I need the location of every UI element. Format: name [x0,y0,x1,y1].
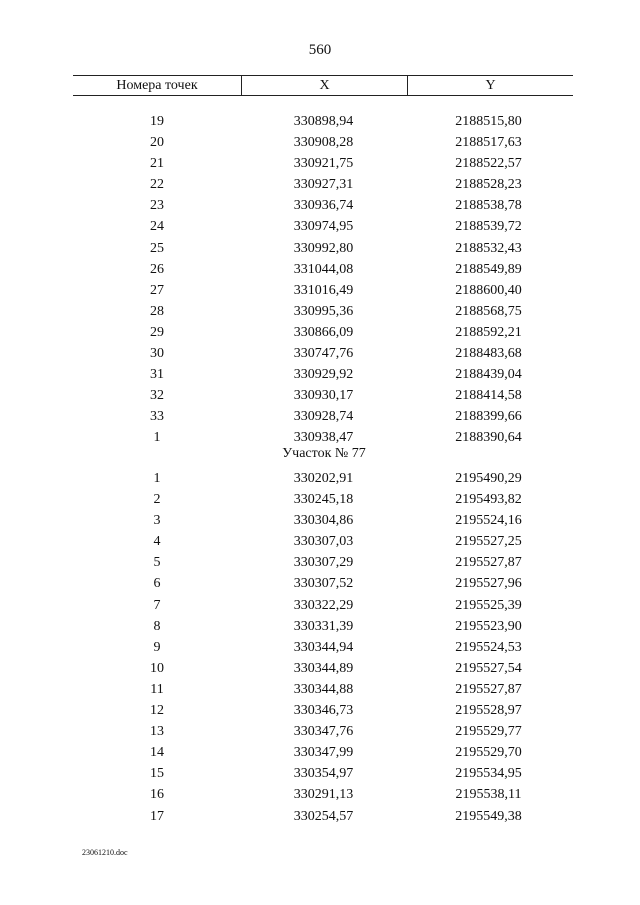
x-coordinate-cell: 330347,99 [293,745,354,761]
table-row [73,301,573,322]
y-coordinate-cell: 2195527,87 [455,681,522,697]
point-number-cell: 14 [150,745,164,761]
table-row [73,658,573,679]
point-number-cell: 21 [150,156,164,172]
section-title: Участок № 77 [282,446,366,461]
y-coordinate-cell: 2195527,96 [455,576,522,592]
table-row [73,343,573,364]
x-coordinate-cell: 330346,73 [293,703,354,719]
table-row [73,468,573,489]
y-coordinate-cell: 2195524,53 [455,639,522,655]
table-row [73,531,573,552]
point-number-cell: 11 [150,681,164,697]
table-row [73,510,573,531]
y-coordinate-cell: 2195529,70 [455,745,522,761]
point-number-cell: 17 [150,808,164,824]
table-row [73,595,573,616]
x-coordinate-cell: 330921,75 [293,156,354,172]
header-y: Y [485,78,496,93]
x-coordinate-cell: 330747,76 [293,346,354,362]
y-coordinate-cell: 2188399,66 [455,409,522,425]
x-coordinate-cell: 330928,74 [293,409,354,425]
table-row [73,364,573,385]
table-row [73,111,573,132]
y-coordinate-cell: 2188439,04 [455,367,522,383]
y-coordinate-cell: 2188522,57 [455,156,522,172]
y-coordinate-cell: 2188592,21 [455,324,522,340]
point-number-cell: 6 [153,576,161,592]
x-coordinate-cell: 330202,91 [293,471,354,486]
y-coordinate-cell: 2188414,58 [455,388,522,404]
table-row [73,174,573,195]
point-number-cell: 2 [153,492,161,508]
point-number-cell: 20 [150,135,164,151]
x-coordinate-cell: 330927,31 [293,177,354,193]
table-row [73,806,573,827]
x-coordinate-cell: 330930,17 [293,388,354,404]
y-coordinate-cell: 2195527,87 [455,555,522,571]
y-coordinate-cell: 2195527,25 [455,534,522,550]
table-row [73,616,573,637]
point-number-cell: 32 [150,388,164,404]
point-number-cell: 28 [150,303,164,319]
table-row [73,153,573,174]
point-number-cell: 27 [150,282,164,298]
x-coordinate-cell: 330908,28 [293,135,354,151]
point-number-cell: 25 [150,240,164,256]
y-coordinate-cell: 2195524,16 [455,513,522,529]
x-coordinate-cell: 330291,13 [293,787,354,803]
table-row [73,238,573,259]
y-coordinate-cell: 2195523,90 [455,618,522,634]
y-coordinate-cell: 2188515,80 [455,114,522,129]
y-coordinate-cell: 2195529,77 [455,724,522,740]
y-coordinate-cell: 2188549,89 [455,261,522,277]
table-row [73,573,573,594]
x-coordinate-cell: 330307,03 [293,534,354,550]
table-row [73,742,573,763]
table-row [73,637,573,658]
y-coordinate-cell: 2195538,11 [455,787,522,803]
table-row [73,195,573,216]
point-number-cell: 10 [150,660,164,676]
x-coordinate-cell: 330938,47 [293,430,354,446]
point-number-cell: 19 [150,114,164,129]
x-coordinate-cell: 330307,52 [293,576,354,592]
table-row [73,259,573,280]
x-coordinate-cell: 330929,92 [293,367,354,383]
point-number-cell: 22 [150,177,164,193]
y-coordinate-cell: 2188483,68 [455,346,522,362]
table-row [73,385,573,406]
table-row [73,679,573,700]
x-coordinate-cell: 330245,18 [293,492,354,508]
x-coordinate-cell: 330307,29 [293,555,354,571]
x-coordinate-cell: 331016,49 [293,282,354,298]
point-number-cell: 30 [150,346,164,362]
coordinates-table-block-1 [73,111,573,449]
table-row [73,132,573,153]
y-coordinate-cell: 2195493,82 [455,492,522,508]
point-number-cell: 3 [153,513,161,529]
y-coordinate-cell: 2188532,43 [455,240,522,256]
point-number-cell: 16 [150,787,164,803]
x-coordinate-cell: 330331,39 [293,618,354,634]
y-coordinate-cell: 2195528,97 [455,703,522,719]
x-coordinate-cell: 330344,94 [293,639,354,655]
coordinates-table-block-2 [73,468,573,827]
table-row [73,280,573,301]
x-coordinate-cell: 330344,89 [293,660,354,676]
point-number-cell: 1 [153,430,161,446]
table-row [73,322,573,343]
point-number-cell: 5 [153,555,161,571]
table-row [73,552,573,573]
y-coordinate-cell: 2188568,75 [455,303,522,319]
y-coordinate-cell: 2188538,78 [455,198,522,214]
y-coordinate-cell: 2188517,63 [455,135,522,151]
x-coordinate-cell: 330354,97 [293,766,354,782]
table-row [73,216,573,237]
y-coordinate-cell: 2188600,40 [455,282,522,298]
header-point-number: Номера точек [116,78,198,93]
x-coordinate-cell: 330898,94 [293,114,354,129]
table-row [73,784,573,805]
table-row [73,721,573,742]
y-coordinate-cell: 2188539,72 [455,219,522,235]
y-coordinate-cell: 2188528,23 [455,177,522,193]
x-coordinate-cell: 330254,57 [293,808,354,824]
point-number-cell: 13 [150,724,164,740]
point-number-cell: 4 [153,534,161,550]
point-number-cell: 12 [150,703,164,719]
table-row [73,700,573,721]
point-number-cell: 33 [150,409,164,425]
point-number-cell: 1 [153,471,161,486]
point-number-cell: 9 [153,639,161,655]
y-coordinate-cell: 2195490,29 [455,471,522,486]
point-number-cell: 26 [150,261,164,277]
point-number-cell: 15 [150,766,164,782]
x-coordinate-cell: 330322,29 [293,597,354,613]
x-coordinate-cell: 330344,88 [293,681,354,697]
x-coordinate-cell: 331044,08 [293,261,354,277]
x-coordinate-cell: 330974,95 [293,219,354,235]
table-row [73,406,573,427]
x-coordinate-cell: 330304,86 [293,513,354,529]
point-number-cell: 24 [150,219,164,235]
x-coordinate-cell: 330936,74 [293,198,354,214]
table-row [73,489,573,510]
y-coordinate-cell: 2195525,39 [455,597,522,613]
point-number-cell: 23 [150,198,164,214]
page-number: 560 [308,42,332,58]
y-coordinate-cell: 2188390,64 [455,430,522,446]
point-number-cell: 7 [153,597,161,613]
y-coordinate-cell: 2195534,95 [455,766,522,782]
point-number-cell: 31 [150,367,164,383]
x-coordinate-cell: 330995,36 [293,303,354,319]
header-x: X [241,76,408,95]
point-number-cell: 8 [153,618,161,634]
document-code: 23061210.doc [82,848,128,857]
y-coordinate-cell: 2195549,38 [455,808,522,824]
x-coordinate-cell: 330866,09 [293,324,354,340]
x-coordinate-cell: 330992,80 [293,240,354,256]
point-number-cell: 29 [150,324,164,340]
x-coordinate-cell: 330347,76 [293,724,354,740]
table-row [73,763,573,784]
table-header [73,75,573,96]
y-coordinate-cell: 2195527,54 [455,660,522,676]
